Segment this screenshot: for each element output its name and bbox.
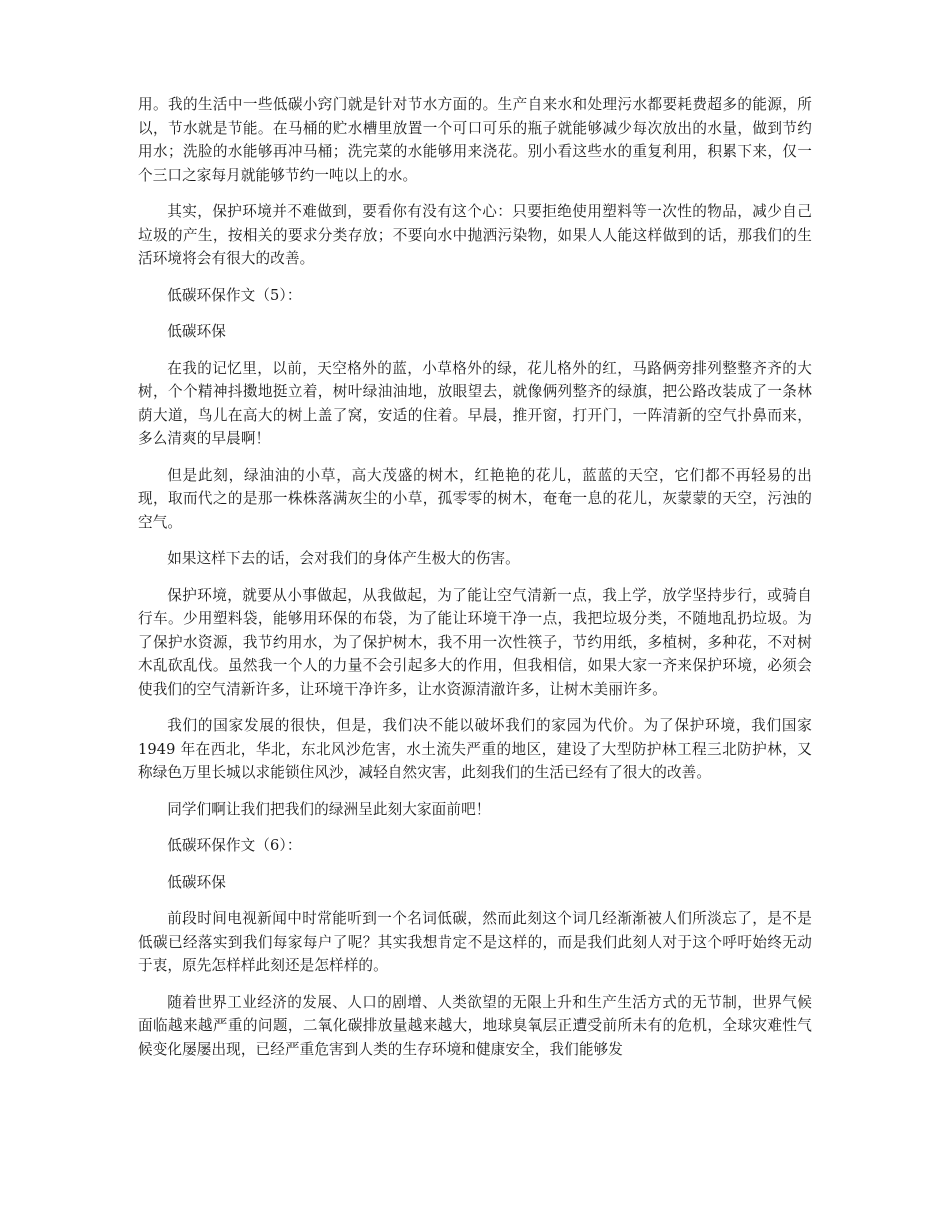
paragraph-news: 前段时间电视新闻中时常能听到一个名词低碳，然而此刻这个词几经渐渐被人们所淡忘了，是不是低碳已经落实到我们每家每户了呢？其实我想肯定不是这样的，而是我们此刻人对于这个呼吁始终无动于衷，原先怎样样此刻还是怎样样的。 [138,910,812,974]
essay-heading-6: 低碳环保作文（6）： [167,837,302,854]
paragraph-classmates: 同学们啊让我们把我们的绿洲呈此刻大家面前吧！ [167,800,491,818]
document-page [138,93,812,1074]
paragraph-country: 我们的国家发展的很快，但是，我们决不能以破坏我们的家园为代价。为了保护环境，我们国家 1949 年在西北，华北，东北风沙危害，水土流失严重的地区，建设了大型防护林工程三北防护林，又称绿色万里长城以求能锁住风沙，减轻自然灾害，此刻我们的生活已经有了很大的改善。 [138,717,812,781]
paragraph-water-saving: 用。我的生活中一些低碳小窍门就是针对节水方面的。生产自来水和处理污水都要耗费超多的能源，所以，节水就是节能。在马桶的贮水槽里放置一个可口可乐的瓶子就能够减少每次放出的水量，做到节约用水；洗脸的水能够再冲马桶；洗完菜的水能够用来浇花。别小看这些水的重复利用，积累下来，仅一个三口之家每月就能够节约一吨以上的水。 [138,96,812,184]
paragraph-memory: 在我的记忆里，以前，天空格外的蓝，小草格外的绿，花儿格外的红，马路俩旁排列整整齐齐的大树，个个精神抖擞地挺立着，树叶绿油油地，放眼望去，就像俩列整齐的绿旗，把公路改装成了一条林荫大道，鸟儿在高大的树上盖了窝，安适的住着。早晨，推开窗，打开门，一阵清新的空气扑鼻而来，多么清爽的早晨啊！ [138,359,812,447]
paragraph-climate: 随着世界工业经济的发展、人口的剧增、人类欲望的无限上升和生产生活方式的无节制，世界气候面临越来越严重的问题，二氧化碳排放量越来越大，地球臭氧层正遭受前所未有的危机，全球灾难性气候变化屡屡出现，已经严重危害到人类的生存环境和健康安全，我们能够发 [138,993,812,1058]
paragraph-protect-environment: 其实，保护环境并不难做到，要看你有没有这个心：只要拒绝使用塑料等一次性的物品，减少自己垃圾的产生，按相关的要求分类存放；不要向水中抛洒污染物，如果人人能这样做到的话，那我们的生活环境将会有很大的改善。 [138,203,812,267]
paragraph-start-small: 保护环境，就要从小事做起，从我做起，为了能让空气清新一点，我上学，放学坚持步行，或骑自行车。少用塑料袋，能够用环保的布袋，为了能让环境干净一点，我把垃圾分类，不随地乱扔垃圾。为了保护水资源，我节约用水，为了保护树木，我不用一次性筷子，节约用纸，多植树，多种花，不对树木乱砍乱伐。虽然我一个人的力量不会引起多大的作用，但我相信，如果大家一齐来保护环境，必须会使我们的空气清新许多，让环境干净许多，让水资源清澈许多，让树木美丽许多。 [138,586,812,698]
essay-title-6: 低碳环保 [167,873,226,891]
essay-title-5: 低碳环保 [167,323,226,340]
essay-heading-5: 低碳环保作文（5）： [167,286,302,304]
paragraph-now: 但是此刻，绿油油的小草，高大茂盛的树木，红艳艳的花儿，蓝蓝的天空，它们都不再轻易的出现，取而代之的是那一株株落满灰尘的小草，孤零零的树木，奄奄一息的花儿，灰蒙蒙的天空，污浊的空气。 [138,466,812,531]
paragraph-harm: 如果这样下去的话，会对我们的身体产生极大的伤害。 [167,550,520,567]
